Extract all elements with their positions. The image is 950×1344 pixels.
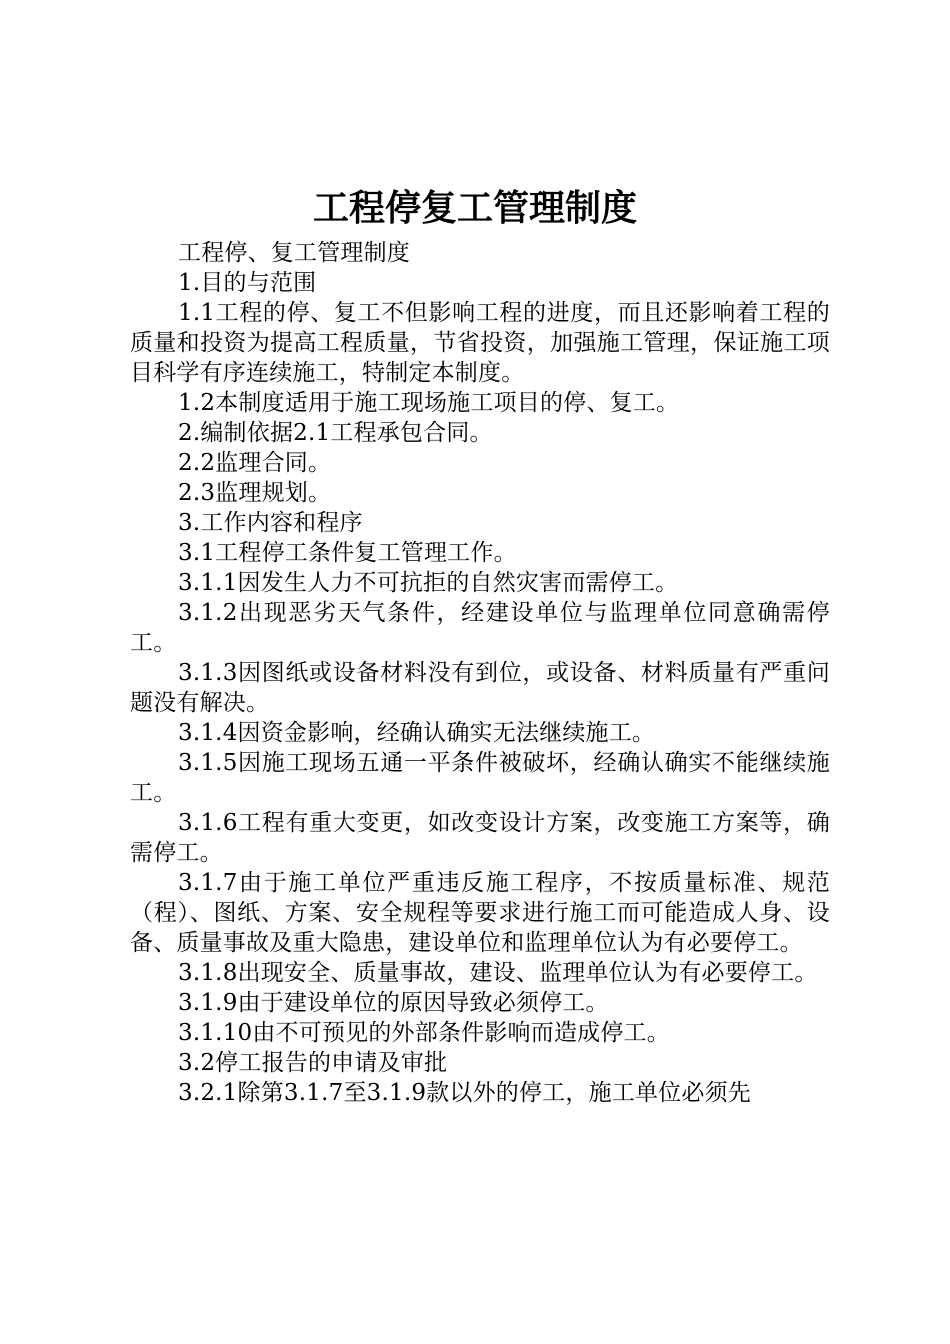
paragraph: 3.1.7由于施工单位严重违反施工程序，不按质量标准、规范（程）、图纸、方案、安全规程等要求进行施工而可能造成人身、设备、质量事故及重大隐患，建设单位和监理单位认为有必要停工。 <box>130 870 830 956</box>
paragraph: 3.1.4因资金影响，经确认确实无法继续施工。 <box>178 720 656 746</box>
paragraph: 3.2.1除第3.1.7至3.1.9款以外的停工，施工单位必须先 <box>178 1080 751 1106</box>
paragraph: 3.1.1因发生人力不可抗拒的自然灾害而需停工。 <box>178 570 679 596</box>
paragraph: 3.1.2出现恶劣天气条件，经建设单位与监理单位同意确需停工。 <box>130 600 830 656</box>
paragraph: 2.3监理规划。 <box>178 480 332 506</box>
paragraph: 2.编制依据2.1工程承包合同。 <box>178 420 493 446</box>
paragraph: 3.工作内容和程序 <box>178 510 363 536</box>
paragraph: 3.1.6工程有重大变更，如改变设计方案，改变施工方案等，确需停工。 <box>130 810 830 866</box>
paragraph: 3.1.5因施工现场五通一平条件被破坏，经确认确实不能继续施工。 <box>130 750 830 806</box>
paragraph: 3.2停工报告的申请及审批 <box>178 1050 448 1076</box>
paragraph: 3.1工程停工条件复工管理工作。 <box>178 540 517 566</box>
paragraph: 2.2监理合同。 <box>178 450 332 476</box>
document-title: 工程停复工管理制度 <box>312 187 637 229</box>
paragraph: 3.1.9由于建设单位的原因导致必须停工。 <box>178 990 609 1016</box>
paragraph: 工程停、复工管理制度 <box>178 240 410 266</box>
paragraph: 3.1.10由不可预见的外部条件影响而造成停工。 <box>178 1020 670 1046</box>
paragraph: 3.1.3因图纸或设备材料没有到位，或设备、材料质量有严重问题没有解决。 <box>130 660 830 716</box>
paragraph: 3.1.8出现安全、质量事故，建设、监理单位认为有必要停工。 <box>178 960 818 986</box>
paragraph: 1.1工程的停、复工不但影响工程的进度，而且还影响着工程的质量和投资为提高工程质量，节省投资，加强施工管理，保证施工项目科学有序连续施工，特制定本制度。 <box>130 300 830 386</box>
paragraph: 1.2本制度适用于施工现场施工项目的停、复工。 <box>178 390 680 416</box>
paragraph: 1.目的与范围 <box>178 270 317 296</box>
document-body <box>130 238 830 1108</box>
